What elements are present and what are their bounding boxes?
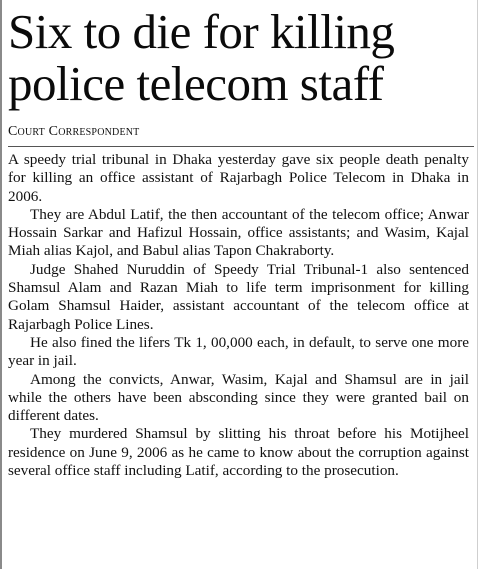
headline [8, 6, 474, 110]
headline-line-1: Six to die for killing [8, 4, 395, 59]
paragraph: They are Abdul Latif, the then accountant of the telecom office; Anwar Hossain Sarkar and Hafizul Hossain, office assistants; and Wasim, Kajal Miah alias Kajol, and Babul alias Tapon Chakraborty. [8, 205, 469, 260]
byline-divider [8, 146, 474, 147]
paragraph: Judge Shahed Nuruddin of Speedy Trial Tribunal-1 also sentenced Shamsul Alam and Razan Miah to life term imprisonment for killing Golam Shamsul Haider, assistant accountant of the telecom office at Rajarbagh Police Lines. [8, 260, 469, 333]
paragraph: He also fined the lifers Tk 1, 00,000 each, in default, to serve one more year in jail. [8, 333, 469, 370]
article-body [8, 151, 469, 480]
paragraph: A speedy trial tribunal in Dhaka yesterday gave six people death penalty for killing an office assistant of Rajarbagh Police Telecom in Dhaka in 2006. [8, 151, 469, 205]
paragraph: They murdered Shamsul by slitting his throat before his Motijheel residence on June 9, 2006 as he came to know about the corruption against several office staff including Latif, according to the prosecution. [8, 425, 469, 480]
byline: Court Correspondent [8, 124, 140, 139]
headline-line-2: police telecom staff [8, 56, 384, 111]
paragraph: Among the convicts, Anwar, Wasim, Kajal and Shamsul are in jail while the others have been absconding since they were granted bail on different dates. [8, 370, 469, 425]
